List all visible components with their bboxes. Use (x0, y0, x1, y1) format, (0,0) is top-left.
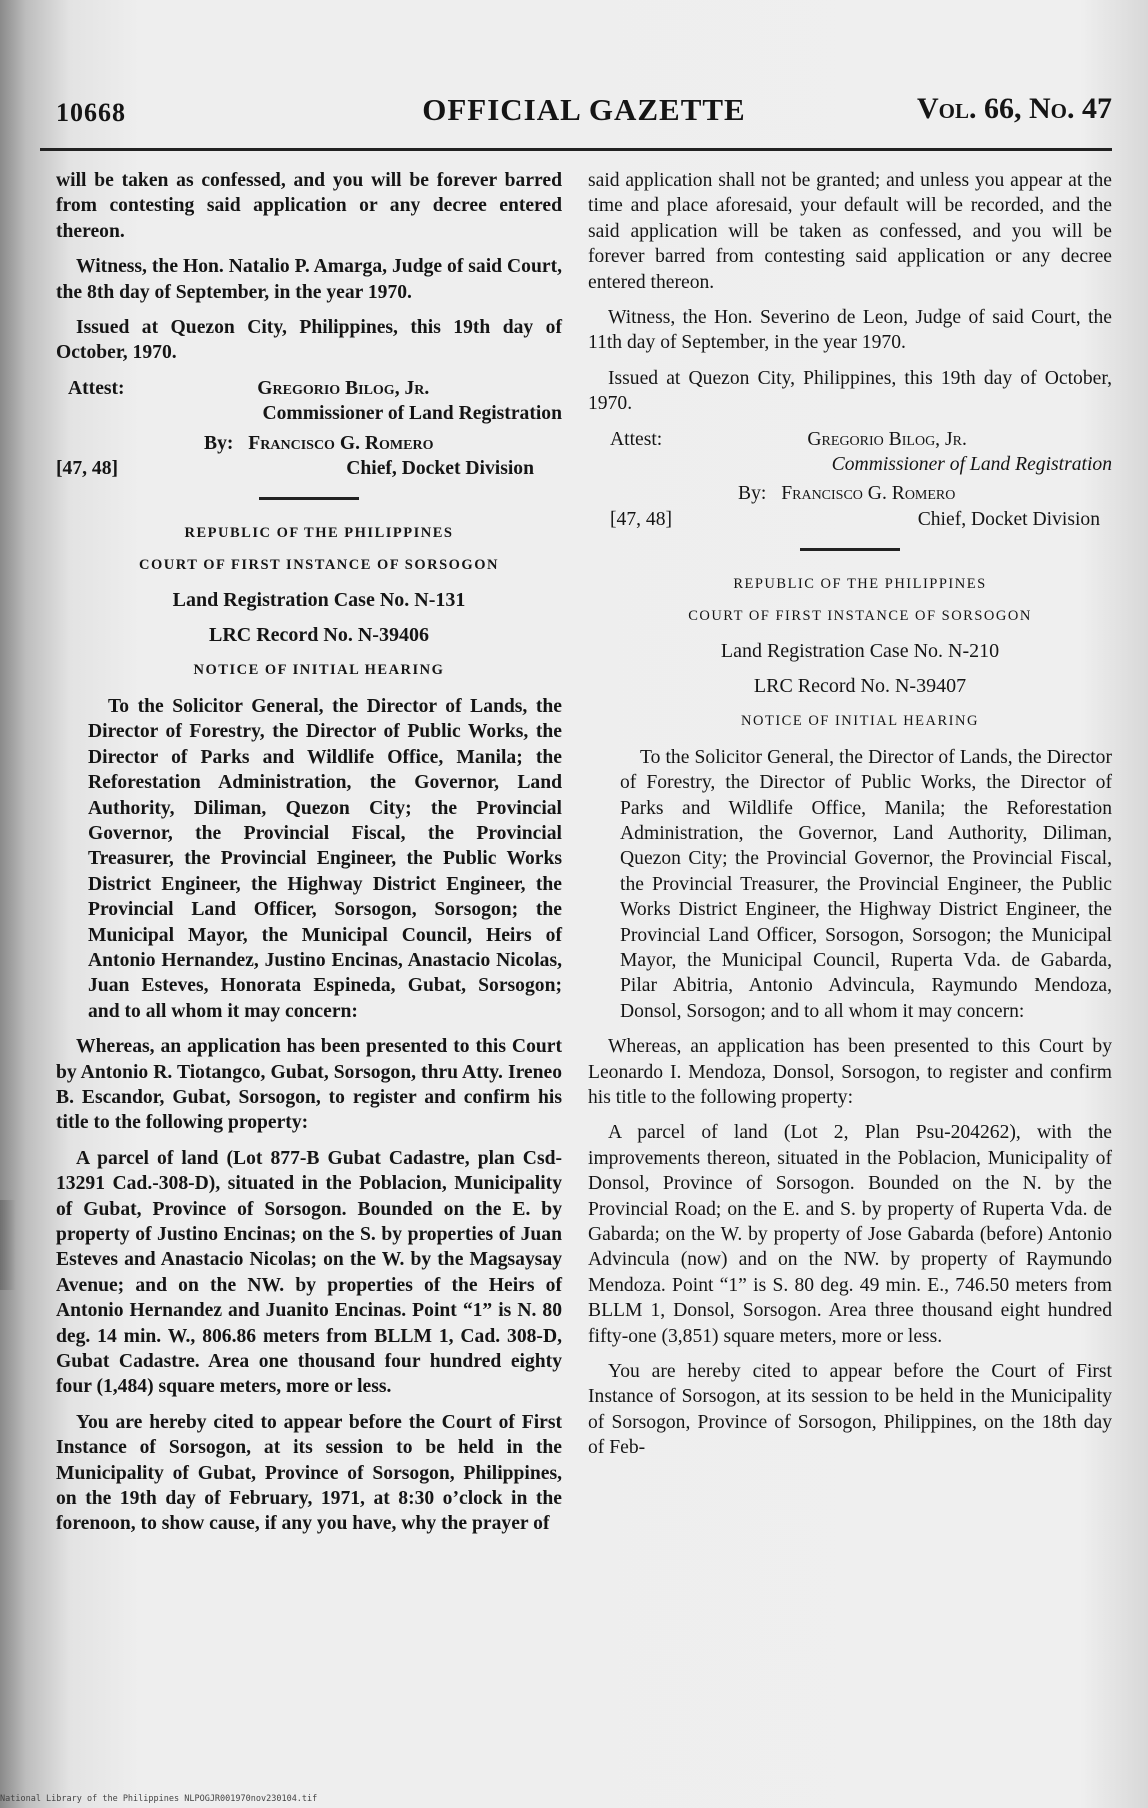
cited-paragraph: You are hereby cited to appear before the Court of First Instance of Sorsogon, at its session to be held in the Municipality of Sorsogon, Province of Sorsogon, Philippines, on the 18th day of Feb- (588, 1361, 1112, 1459)
section-divider (800, 548, 900, 551)
header-rule (40, 148, 1112, 151)
signature-block (56, 376, 562, 482)
issued-paragraph: Issued at Quezon City, Philippines, this 19th day of October, 1970. (588, 367, 1112, 415)
court-heading: COURT OF FIRST INSTANCE OF SORSOGON (139, 557, 499, 574)
address-paragraph: To the Solicitor General, the Director of Lands, the Director of Forestry, the Director of Public Works, the Director of Parks and Wildlife Office, Manila; the Reforestation Administration, the Governor, Land Authority, Diliman, Quezon City; the Provincial Governor, the Provincial Fiscal, the Provincial Treasurer, the Provincial Engineer, the Public Works District Engineer, the Highway District Engineer, the Provincial Land Officer, Sorsogon, Sorsogon; the Municipal Mayor, the Municipal Council, Ruperta Vda. de Gabarda, Pilar Abitria, Antonio Advincula, Raymundo Mendoza, Donsol, Sorsogon; and to all whom it may concern: (620, 746, 1112, 1022)
by-label: By: (738, 483, 767, 505)
witness-paragraph: Witness, the Hon. Natalio P. Amarga, Judge of said Court, the 8th day of September, in the year 1970. (56, 256, 562, 303)
continued-paragraph: will be taken as confessed, and you will be forever barred from contesting said application or any decree entered thereon. (56, 170, 562, 242)
by-label: By: (204, 432, 234, 454)
issue-reference: [47, 48] (610, 508, 673, 530)
republic-heading: REPUBLIC OF THE PHILIPPINES (733, 576, 987, 593)
issue-reference: [47, 48] (56, 458, 119, 480)
volume-number: Vol. 66, No. 47 (916, 92, 1112, 125)
commissioner-name: Gregorio Bilog, Jr. (807, 428, 967, 450)
continued-paragraph: said application shall not be granted; and unless you appear at the time and place aforesaid, your default will be recorded, and the said application will be taken as confessed, and you will be forever barred from contesting said application or any decree entered thereon. (588, 170, 1112, 293)
page-header (56, 92, 1112, 140)
section-divider (259, 497, 359, 500)
commissioner-title: Commissioner of Land Registration (831, 454, 1112, 476)
issued-paragraph: Issued at Quezon City, Philippines, this 19th day of October, 1970. (56, 317, 562, 364)
parcel-paragraph: A parcel of land (Lot 877-B Gubat Cadastre, plan Csd-13291 Cad.-308-D), situated in the Poblacion, Municipality of Gubat, Province of Sorsogon. Bounded on the E. by property of Justino Encinas; on the S. by properties of Juan Esteves and Anastacio Nicolas; on the W. by the Magsaysay Avenue; and on the NW. by properties of the Heirs of Antonio Hernandez and Juanito Encinas. Point “1” is N. 80 deg. 14 min. W., 806.86 meters from BLLM 1, Cad. 308-D, Gubat Cadastre. Area one thousand four hundred eighty four (1,484) square meters, more or less. (56, 1147, 562, 1398)
lrc-record-number: LRC Record No. N-39406 (209, 624, 429, 647)
chief-title: Chief, Docket Division (917, 508, 1100, 530)
cited-paragraph: You are hereby cited to appear before the Court of First Instance of Sorsogon, at its session to be held in the Municipality of Gubat, Province of Sorsogon, Philippines, on the 19th day of February, 1971, at 8:30 o’clock in the forenoon, to show cause, if any you have, why the prayer of (56, 1411, 562, 1535)
chief-name: Francisco G. Romero (248, 432, 434, 454)
page-number: 10668 (56, 98, 126, 127)
notice-title: NOTICE OF INITIAL HEARING (741, 713, 979, 730)
address-paragraph: To the Solicitor General, the Director of Lands, the Director of Forestry, the Director of Public Works, the Director of Parks and Wildlife Office, Manila; the Reforestation Administration, the Governor, Land Authority, Diliman, Quezon City; the Provincial Governor, the Provincial Fiscal, the Provincial Treasurer, the Provincial Engineer, the Public Works District Engineer, the Highway District Engineer, the Provincial Land Officer, Sorsogon, Sorsogon; the Municipal Mayor, the Municipal Council, Heirs of Antonio Hernandez, Justino Encinas, Anastacio Nicolas, Juan Esteves, Honorata Espineda, Gubat, Sorsogon; and to all whom it may concern: (88, 695, 562, 1022)
publication-title: OFFICIAL GAZETTE (422, 92, 746, 127)
republic-heading: REPUBLIC OF THE PHILIPPINES (184, 525, 454, 542)
chief-title: Chief, Docket Division (346, 458, 534, 480)
case-number: Land Registration Case No. N-210 (720, 640, 1000, 663)
notice-title: NOTICE OF INITIAL HEARING (193, 662, 445, 679)
left-column (56, 168, 562, 1547)
chief-name: Francisco G. Romero (781, 483, 956, 505)
signature-block (588, 427, 1112, 533)
witness-paragraph: Witness, the Hon. Severino de Leon, Judge of said Court, the 11th day of September, in the year 1970. (588, 307, 1112, 354)
scan-footer: National Library of the Philippines NLPOGJR001970nov230104.tif (0, 1794, 318, 1804)
whereas-paragraph: Whereas, an application has been presented to this Court by Leonardo I. Mendoza, Donsol, Sorsogon, to register and confirm his title to the following property: (588, 1036, 1112, 1108)
case-number: Land Registration Case No. N-131 (172, 589, 466, 612)
court-heading: COURT OF FIRST INSTANCE OF SORSOGON (688, 608, 1032, 625)
attest-label: Attest: (68, 377, 125, 399)
parcel-paragraph: A parcel of land (Lot 2, Plan Psu-204262), with the improvements thereon, situated in the Poblacion, Municipality of Donsol, Province of Sorsogon. Bounded on the N. by the Provincial Road; on the E. and S. by property of Ruperta Vda. de Gabarda; on the W. by property of Jose Gabarda (before) Antonio Advincula (now) and on the NW. by property of Raymundo Mendoza. Point “1” is S. 80 deg. 49 min. E., 746.50 meters from BLLM 1, Donsol, Sorsogon. Area three thousand eight hundred fifty-one (3,851) square meters, more or less. (588, 1122, 1112, 1347)
right-column (588, 168, 1112, 1471)
scan-edge-shadow (0, 1200, 16, 1290)
lrc-record-number: LRC Record No. N-39407 (753, 675, 967, 698)
attest-label: Attest: (610, 428, 663, 450)
commissioner-title: Commissioner of Land Registration (262, 403, 562, 425)
whereas-paragraph: Whereas, an application has been presented to this Court by Antonio R. Tiotangco, Gubat, Sorsogon, thru Atty. Ireneo B. Escandor, Gubat, Sorsogon, to register and confirm his title to the following property: (56, 1036, 562, 1134)
commissioner-name: Gregorio Bilog, Jr. (257, 377, 430, 399)
